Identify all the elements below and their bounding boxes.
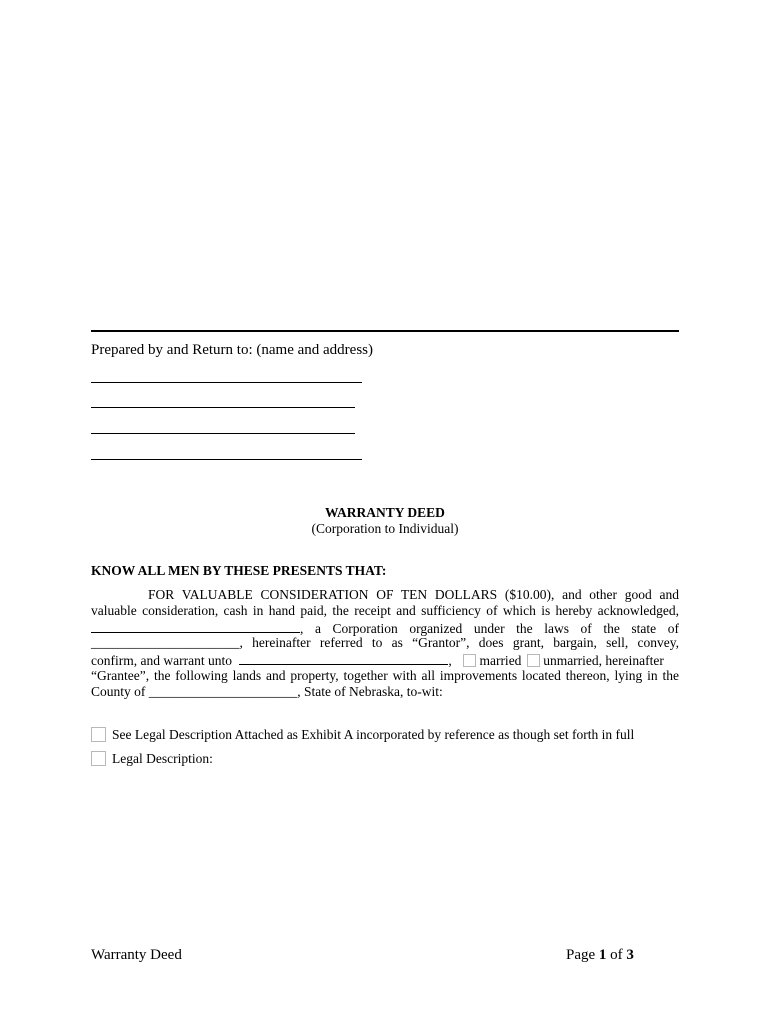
page-total: 3 bbox=[626, 947, 634, 963]
return-address-line-2[interactable] bbox=[91, 407, 355, 408]
legal-description-label: Legal Description: bbox=[112, 751, 213, 766]
know-all-heading: KNOW ALL MEN BY THESE PRESENTS THAT: bbox=[91, 563, 387, 578]
legal-description-option bbox=[91, 751, 213, 767]
exhibit-checkbox[interactable] bbox=[91, 727, 106, 742]
married-checkbox[interactable] bbox=[463, 654, 476, 667]
unmarried-checkbox[interactable] bbox=[527, 654, 540, 667]
page-of: of bbox=[610, 947, 623, 963]
page-current: 1 bbox=[598, 947, 607, 963]
paragraph-line-2: valuable consideration, cash in hand paid, the receipt and sufficiency of which is hereby acknowledged, bbox=[91, 603, 679, 618]
exhibit-label: See Legal Description Attached as Exhibit A incorporated by reference as though set forth in full bbox=[112, 727, 635, 742]
grantee-name-field[interactable] bbox=[239, 651, 448, 665]
exhibit-option bbox=[91, 727, 634, 743]
return-address-line-4[interactable] bbox=[91, 459, 362, 460]
return-address-line-3[interactable] bbox=[91, 433, 355, 434]
legal-description-checkbox[interactable] bbox=[91, 751, 106, 766]
paragraph-line-1: FOR VALUABLE CONSIDERATION OF TEN DOLLARS ($10.00), and other good and bbox=[148, 587, 679, 602]
unmarried-label: unmarried, hereinafter bbox=[543, 653, 664, 668]
prepared-by-label: Prepared by and Return to: (name and address) bbox=[91, 342, 373, 358]
footer-page-number bbox=[566, 947, 634, 964]
married-label: married bbox=[479, 653, 522, 668]
paragraph-line-6: “Grantee”, the following lands and property, together with all improvements located thereon, lying in the bbox=[91, 668, 679, 683]
grantor-name-field[interactable] bbox=[91, 619, 300, 633]
page-prefix: Page bbox=[566, 947, 596, 963]
county-label: County of bbox=[91, 684, 146, 699]
paragraph-line-3 bbox=[91, 619, 679, 635]
paragraph-line-7 bbox=[91, 684, 679, 700]
paragraph-line-4 bbox=[91, 635, 679, 651]
paragraph-line-5 bbox=[91, 651, 679, 667]
footer-doc-name: Warranty Deed bbox=[91, 947, 182, 963]
header-rule bbox=[91, 330, 679, 332]
line5-text-a: confirm, and warrant unto bbox=[91, 653, 232, 668]
state-blank[interactable]: ______________________ bbox=[91, 635, 240, 650]
county-blank[interactable]: ______________________ bbox=[148, 684, 298, 699]
line5-comma: , bbox=[448, 653, 452, 668]
document-title: WARRANTY DEED bbox=[325, 505, 445, 520]
state-of-nebraska-text: , State of Nebraska, to-wit: bbox=[297, 684, 443, 699]
line4-text: , hereinafter referred to as “Grantor”, does grant, bargain, sell, convey, bbox=[239, 635, 679, 650]
line3-text: , a Corporation organized under the laws of the state of bbox=[300, 621, 679, 636]
document-subtitle: (Corporation to Individual) bbox=[311, 521, 459, 536]
return-address-line-1[interactable] bbox=[91, 382, 362, 383]
